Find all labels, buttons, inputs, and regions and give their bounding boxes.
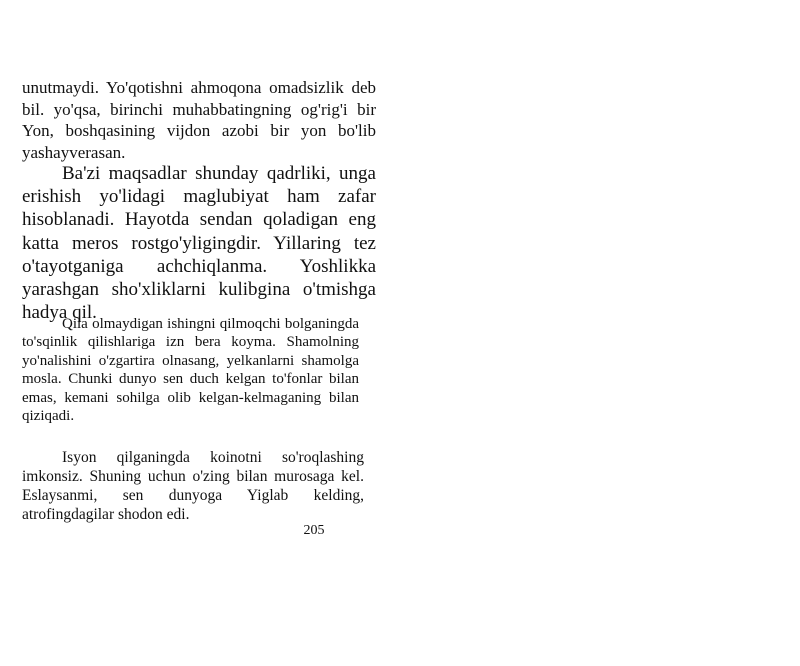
page-number: 205 [303,523,325,538]
paragraph-wind: Qila olmaydigan ishingni qilmoqchi bolganingda to'sqinlik qilishlariga izn bera koyma. Shamolning yo'nalishini o'zgartira olnasang, yelkanlarni shamolga mosla. Chunki dunyo sen duch kelgan to'fonlar bilan emas, kemani sohilga olib kelgan-kelmaganing bilan qiziqadi. [22,316,359,425]
paragraph-rebellion: Isyon qilganingda koinotni so'roqlashing imkonsiz. Shuning uchun o'zing bilan murosaga kel. Eslaysanmi, sen dunyoga Yiglab kelding, atrofingdagilar shodon edi. [22,449,364,523]
paragraph-continuation: unutmaydi. Yo'qotishni ahmoqona omadsizlik deb bil. yo'qsa, birinchi muhabbatingning og'rig'i bir Yon, boshqasining vijdon azobi bir yon bo'lib yashayverasan. [22,78,376,162]
paragraph-goals: Ba'zi maqsadlar shunday qadrliki, unga erishish yo'lidagi maglubiyat ham zafar hisoblanadi. Hayotda sendan qoladigan eng katta meros rostgo'yligingdir. Yillaring tez o'tayotganiga achchiqlanma. Yoshlikka yarashgan sho'xliklarni kulibgina o'tmishga hadya qil. [22,163,376,324]
